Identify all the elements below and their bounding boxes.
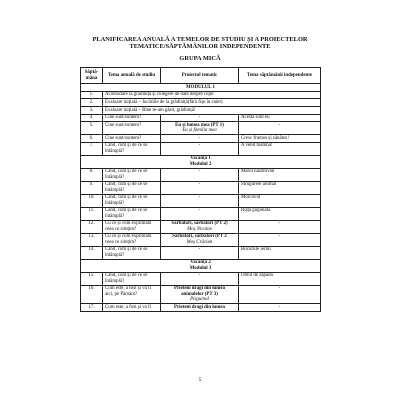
week-number: 12. [81,220,103,233]
table-row [81,304,321,312]
group-heading: GRUPA MICĂ [179,55,221,62]
week-number: 11. [81,207,103,220]
week-number: 15. [81,272,103,285]
project-title: - [198,273,201,279]
independent-week-theme: Morcovul [239,194,321,207]
independent-week-theme: Mărul năzdrăvan [239,168,321,181]
week-number: 1. [81,91,103,99]
thematic-project [161,135,239,143]
table-body [81,84,321,312]
section-line: MODULUL 1 [186,84,215,90]
table-row [81,233,321,246]
week-number: 2. [81,99,103,107]
table-row [81,99,321,107]
week-number: 9. [81,181,103,194]
table-row [81,122,321,135]
section-line: Modulul 2 [189,161,212,167]
thematic-project [161,233,239,246]
document-title-line2: TEMATICE/SĂPTĂMÂNILOR INDEPENDENTE [129,43,271,50]
merged-activity: Evaluare inițială – Bine te-am găsit, grădiniță! [103,106,321,114]
week-number: 3. [81,106,103,114]
project-title: - [198,169,201,175]
section-line: Modulul 3 [189,265,212,271]
table-row [81,91,321,99]
table-row [81,220,321,233]
week-number: 10. [81,194,103,207]
section-line: Vacanța 1 [190,156,211,162]
independent-week-theme: - [239,220,321,233]
thematic-project [161,181,239,194]
annual-theme: Cine sunt/suntem? [103,114,161,122]
annual-theme: Cu ce și cum exprimăm ceea ce simțim? [103,233,161,246]
project-title: - [198,135,201,141]
header-thematic-project: Proiectul tematic [161,68,239,84]
week-number: 7. [81,142,103,155]
annual-theme: Cine sunt/suntem? [103,135,161,143]
project-title: Prieteni dragi din lumea animalelor (PT 3) [174,286,225,297]
project-title: - [198,195,201,201]
table-row [81,142,321,155]
section-row [81,84,321,92]
header-annual-theme: Tema anuală de studiu [103,68,161,84]
independent-week-theme: Bucuriile iernii [239,246,321,259]
week-number: 8. [81,168,103,181]
independent-week-theme: - [239,304,321,312]
independent-week-theme: - [239,122,321,135]
table-row [81,285,321,303]
project-title: Eu și lumea mea (PT 1) [175,122,224,128]
annual-theme: Când, cum și de ce se întâmplă? [103,272,161,285]
week-number: 16. [81,285,103,303]
annual-theme: Când, cum și de ce se întâmplă? [103,207,161,220]
project-title: Prieteni dragi din lumea [174,304,225,310]
table-row [81,272,321,285]
annual-theme: Când, cum și de ce se întâmplă? [103,168,161,181]
week-number: 6. [81,135,103,143]
table-row [81,135,321,143]
independent-week-theme: Omul de zăpadă [239,272,321,285]
project-title: - [198,247,201,253]
thematic-project [161,272,239,285]
independent-week-theme: Cresc frumos și sănătos! [239,135,321,143]
annual-theme: Când, cum și de ce se întâmplă? [103,246,161,259]
annual-theme: Cum este, a fost și va fi aici, pe Pământ? [103,285,161,303]
table-row [81,181,321,194]
table-row [81,168,321,181]
week-number: 4. [81,114,103,122]
week-number: 13. [81,233,103,246]
merged-activity: Acomodare la grădiniță și culegere de date despre copii [103,91,321,99]
thematic-project [161,207,239,220]
thematic-project [161,168,239,181]
project-title: - [198,208,201,214]
thematic-project [161,304,239,312]
project-subtopic: Moș Nicolae [187,226,212,232]
project-title: - [198,182,201,188]
independent-week-theme: - [239,233,321,246]
independent-week-theme: A venit toamna! [239,142,321,155]
thematic-project [161,114,239,122]
header-week: Săptă-mâna [81,68,103,84]
annual-theme: Când, cum și de ce se întâmplă? [103,181,161,194]
independent-week-theme: - [239,285,321,303]
project-title: - [198,115,201,121]
section-line: Vacanța 2 [190,260,211,266]
week-number: 5. [81,122,103,135]
independent-week-theme: Strugurele aromat [239,181,321,194]
table-row [81,106,321,114]
planning-table [80,67,321,312]
table-row [81,246,321,259]
merged-activity: Evaluare inițială – Jucăriile de la grădiniță(fără fișe în caiet) [103,99,321,107]
project-title: Sărbători, sărbători (PT 2 [172,234,227,240]
thematic-project [161,194,239,207]
table-row [81,194,321,207]
thematic-project [161,220,239,233]
project-title: - [198,143,201,149]
section-row [81,155,321,168]
annual-theme: Când, cum și de ce se întâmplă? [103,194,161,207]
project-title: Sărbători, sărbători (PT 2) [171,221,228,227]
annual-theme: Cine sunt/suntem? [103,122,161,135]
week-number: 14. [81,246,103,259]
independent-week-theme: Acesta sunt eu [239,114,321,122]
section-row [81,259,321,272]
header-independent-week: Tema săptămânii independente [239,68,321,84]
page-number: 5 [198,377,202,383]
section-label [81,84,321,92]
annual-theme: Cum este, a fost și va fi [103,304,161,312]
annual-theme: Când, cum și de ce se întâmplă? [103,142,161,155]
section-label [81,155,321,168]
week-number: 17. [81,304,103,312]
thematic-project [161,142,239,155]
document-title-line1: PLANIFICAREA ANUALĂ A TEMELOR DE STUDIU ȘI A PROIECTELOR [92,36,308,43]
thematic-project [161,122,239,135]
thematic-project [161,246,239,259]
independent-week-theme: Rișța gogonată [239,207,321,220]
table-header-row [81,68,321,84]
section-label [81,259,321,272]
project-subtopic: Moș Crăciun [186,239,213,245]
table-row [81,207,321,220]
annual-theme: Cu ce și cum exprimăm ceea ce simțim? [103,220,161,233]
table-row [81,114,321,122]
project-subtopic: Pisguinul [190,297,209,303]
thematic-project [161,285,239,303]
project-subtopic: Eu și familia mea [182,128,217,134]
